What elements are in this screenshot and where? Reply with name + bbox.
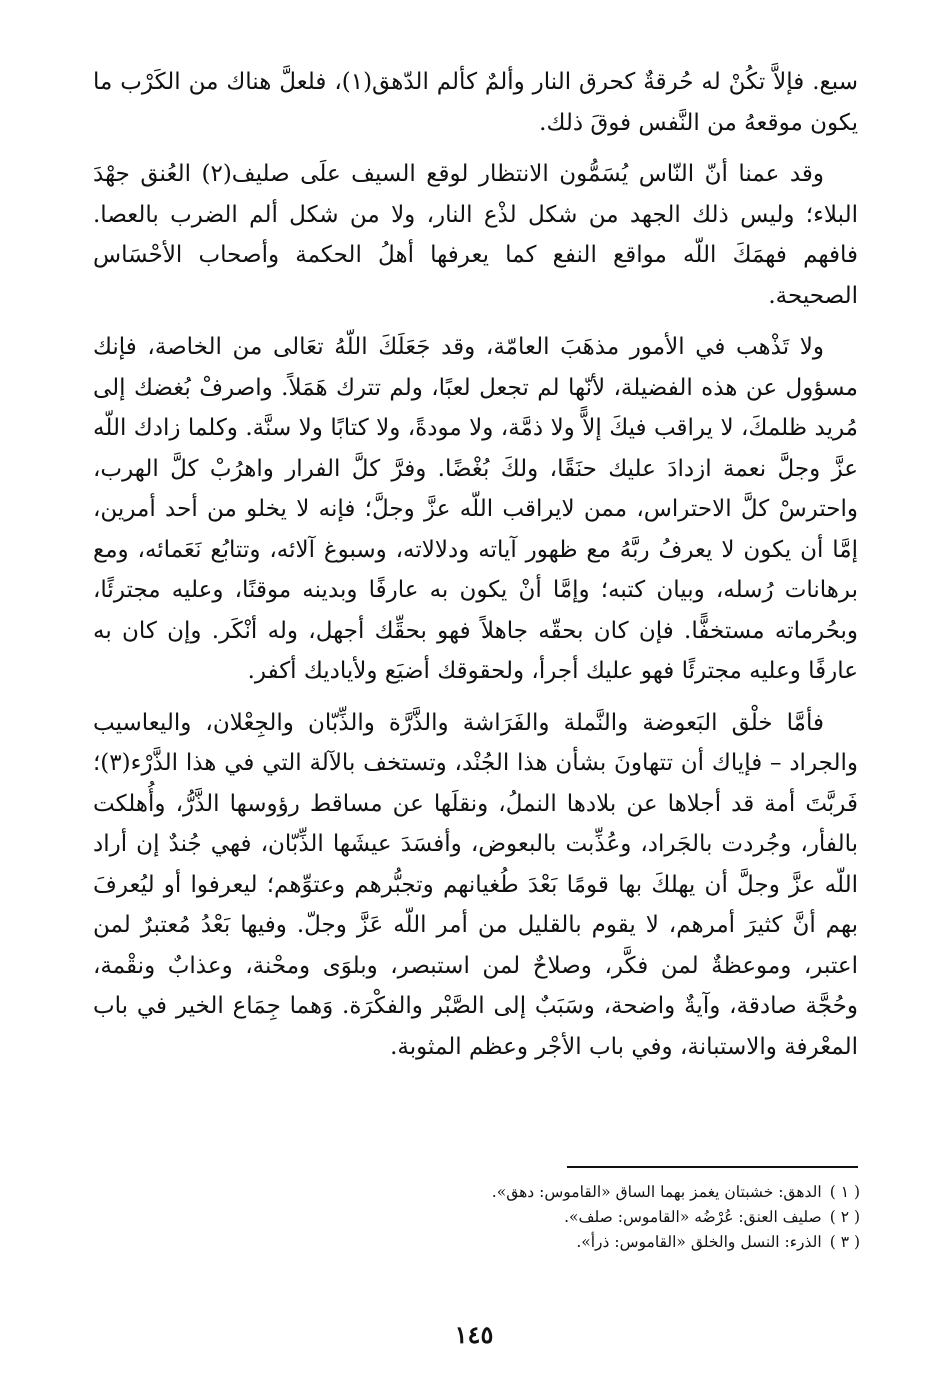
footnote-text: الدهق: خشبتان يغمز بهما الساق «القاموس: دهق». <box>491 1183 822 1201</box>
footnote-2 <box>300 1205 860 1230</box>
footnote-separator <box>567 1166 858 1168</box>
page-number: ١٤٥ <box>454 1320 494 1349</box>
footnote-text: صليف العنق: عُرْضُه «القاموس: صلف». <box>564 1208 822 1226</box>
main-text <box>93 62 858 1078</box>
paragraph-2: وقد عمنا أنّ النّاس يُسَمُّون الانتظار لوقع السيف علَى صليف(٢) العُنق جهْدَ البلاء؛ وليس ذلك الجهد من شكل لذْع النار، ولا من شكل ألم الضرب بالعصا. فافهم فهمَكَ اللّه مواقع النفع كما يعرفها أهلُ الحكمة وأصحاب الأحْسَاس الصحيحة. <box>93 161 858 309</box>
footnote-text: الذرء: النسل والخلق «القاموس: ذرأ». <box>576 1233 822 1251</box>
footnote-1 <box>300 1180 860 1205</box>
footnote-number: ( ٣ ) <box>829 1233 860 1251</box>
footnote-number: ( ١ ) <box>829 1183 860 1201</box>
footnotes <box>300 1180 860 1255</box>
footnote-3 <box>300 1230 860 1255</box>
paragraph-4: فأمَّا خلْق البَعوضة والنَّملة والفَرَاشة والذَّرَّة والذِّبّان والجِعْلان، واليعاسيب والجراد – فإياك أن تتهاونَ بشأن هذا الجُنْد، وتستخف بالآلة التي في هذا الذَّرْء(٣)؛ فَربَّتَ أمة قد أجلاها عن بلادها النملُ، ونقلَها عن مساقط رؤوسها الذَّرُّ، وأُهلكت بالفأر، وجُردت بالجَراد، وعُذِّبت بالبعوض، وأفسَدَ عيشَها الذِّبّان، فهي جُندٌ إن أراد اللّه عزَّ وجلَّ أن يهلكَ بها قومًا بَعْدَ طُغيانهم وتجبُّرهم وعتوِّهم؛ ليعرفوا أو ليُعرفَ بهم أنَّ كثيرَ أمرهم، لا يقوم بالقليل من أمر اللّه عَزَّ وجلّ. وفيها بَعْدُ مُعتبرٌ لمن اعتبر، وموعظةٌ لمن فكَّر، وصلاحٌ لمن استبصر، وبلوَى ومحْنة، وعذابٌ ونقْمة، وحُجَّة صادقة، وآيةٌ واضحة، وسَبَبٌ إلى الصَّبْر والفكْرَة. وَهما جِمَاع الخير في باب المعْرفة والاستبانة، وفي باب الأجْر وعظم المثوبة. <box>93 709 858 1060</box>
paragraph-1: سبع. فإلاَّ تكُنْ له حُرقةٌ كحرق النار وألمٌ كألم الدّهق(١)، فلعلَّ هناك من الكَرْب ما يكون موقعهُ من النَّفس فوقَ ذلك. <box>93 69 858 136</box>
paragraph-3: ولا تَذْهب في الأمور مذهَبَ العامّة، وقد جَعَلَكَ اللّهُ تعَالى من الخاصة، فإنك مسؤول عن هذه الفضيلة، لأنّها لم تجعل لعبًا، ولم تترك هَمَلاً. واصرفْ بُغضك إلى مُريد ظلمكَ، لا يراقب فيكَ إلاًّ ولا ذمَّة، ولا مودةً، ولا كتابًا ولا سنَّة. وكلما زادك اللّه عزَّ وجلَّ نعمة ازدادَ عليك حنَقًا، ولكَ بُغْضًا. وفرَّ كلَّ الفرار واهرُبْ كلَّ الهرب، واحترسْ كلَّ الاحتراس، ممن لايراقب اللّه عزَّ وجلَّ؛ فإنه لا يخلو من أحد أمرين، إمَّا أن يكون لا يعرفُ ربَّهُ مع ظهور آياته ودلالاته، وسبوغ آلائه، وتتابُع نَعَمائه، ومع برهانات رُسله، وبيان كتبه؛ وإمَّا أنْ يكون به عارفًا وبدينه موقنًا، وعليه مجترئًا، وبحُرماته مستخفًّا. فإن كان بحقّه جاهلاً فهو بحقِّك أجهل، وله أنْكَر. وإن كان به عارفًا وعليه مجترئًا فهو عليك أجرأ، ولحقوقك أضيَع ولأياديك أكفر. <box>93 334 858 684</box>
footnote-number: ( ٢ ) <box>829 1208 860 1226</box>
